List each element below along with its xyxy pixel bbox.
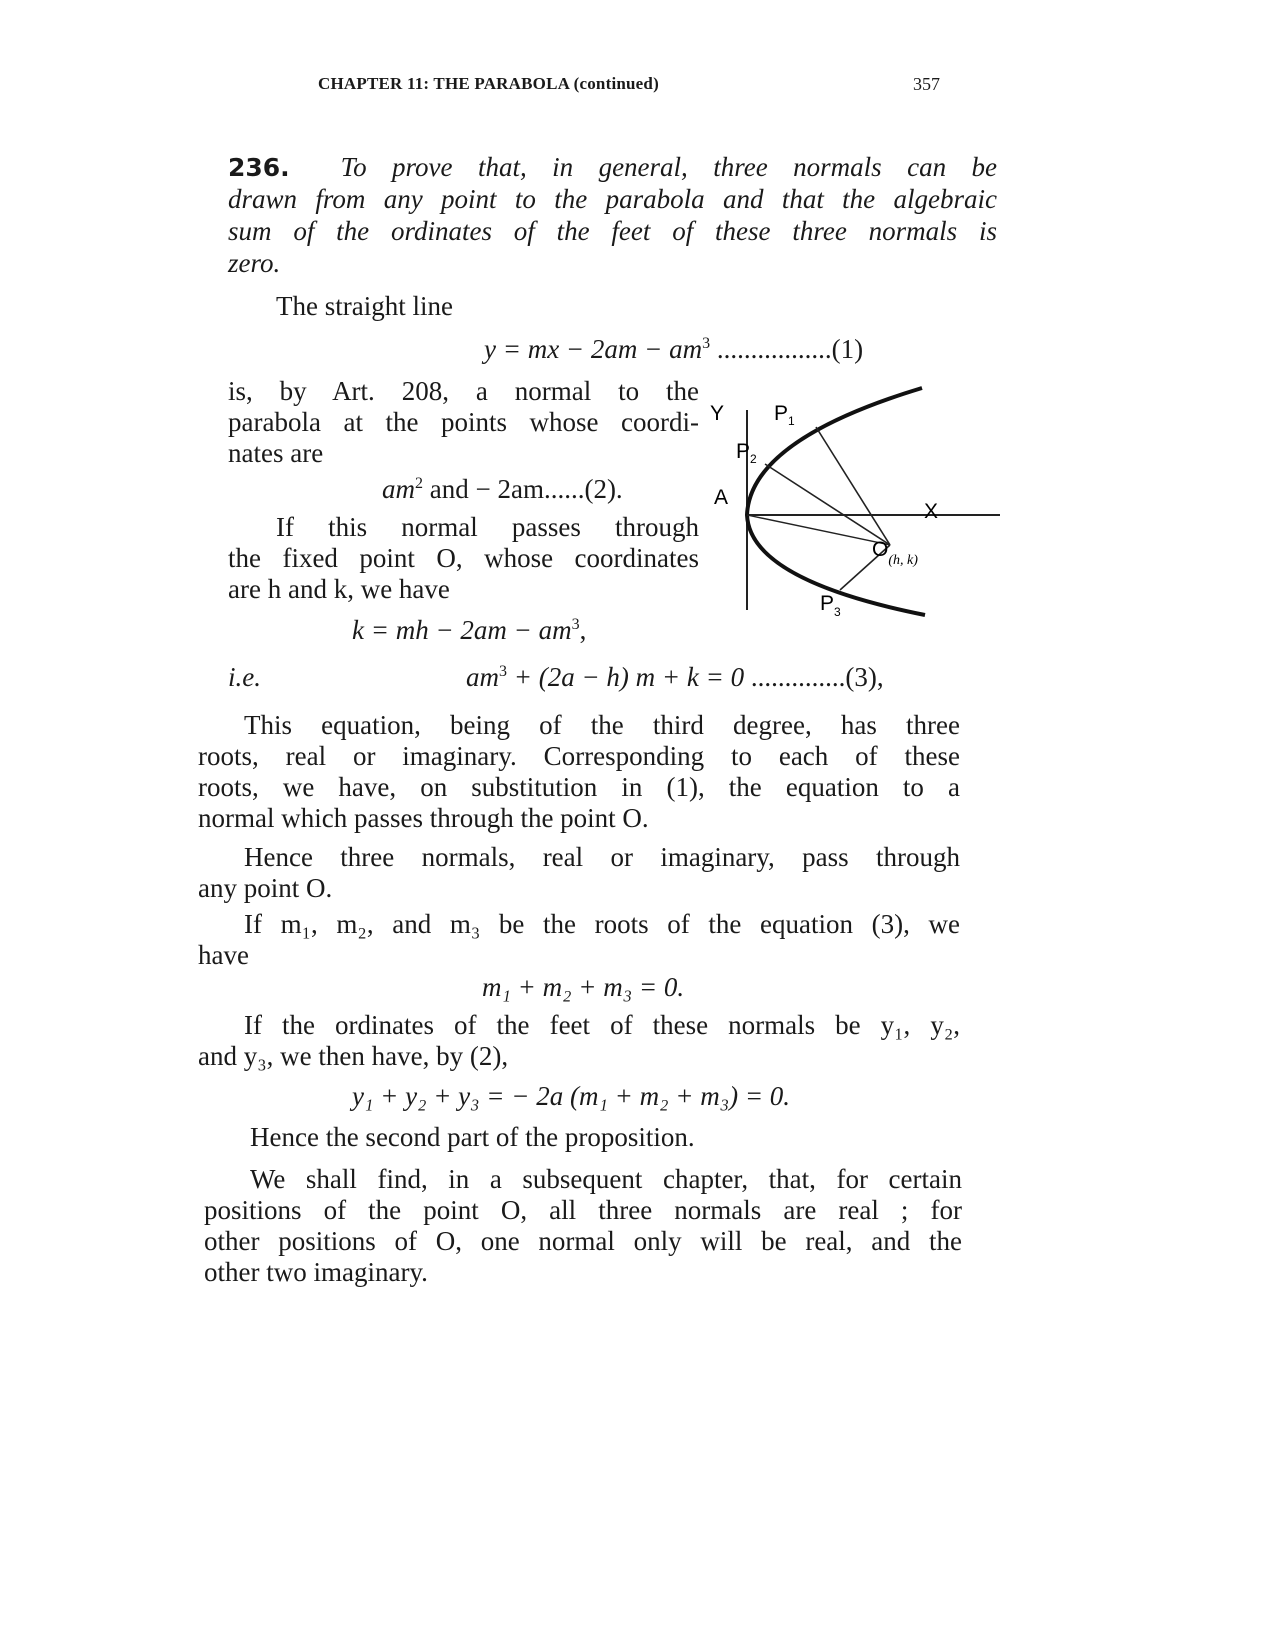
if-m-line-2: have — [198, 940, 249, 970]
eq2-exp: 2 — [415, 475, 423, 492]
eq1-rhs: = mx − 2am − am — [495, 334, 703, 364]
normal-text-line-2: parabola at the points whose coordi- — [228, 407, 699, 437]
eq3-exp: 3 — [499, 663, 507, 680]
ie-label: i.e. — [228, 662, 261, 692]
eq3-rest: + (2a − h) m + k = 0 — [507, 662, 745, 692]
eq1-lhs: y — [484, 334, 496, 364]
label-p1 — [774, 402, 795, 428]
eq3-dots: .............. — [744, 662, 846, 692]
eq1-exp: 3 — [702, 335, 711, 352]
article-statement-line-2: drawn from any point to the parabola and that the algebraic — [228, 184, 997, 214]
final-line-1: We shall find, in a subsequent chapter, that, for certain — [250, 1164, 962, 1194]
passes-text-line-2: the fixed point O, whose coordinates — [228, 543, 699, 573]
roots-line-1: This equation, being of the third degree, has three — [244, 710, 960, 740]
label-o-coords: (h, k) — [888, 553, 918, 568]
normal-text-line-1: is, by Art. 208, a normal to the — [228, 376, 699, 406]
eq2-dots: ...... — [543, 474, 585, 504]
label-x-axis: X — [924, 500, 939, 523]
hence-line-1: Hence three normals, real or imaginary, pass through — [244, 842, 960, 872]
chapter-title: CHAPTER 11: THE PARABOLA (continued) — [318, 74, 659, 93]
label-vertex-a: A — [714, 486, 729, 509]
label-p2-letter: P — [736, 440, 751, 463]
equation-m-sum: m₁ + m₂ + m₃ = 0. — [482, 972, 685, 1002]
final-line-4: other two imaginary. — [204, 1257, 428, 1287]
eq3-a: am — [466, 662, 499, 692]
if-y-line-2: and y₃, we then have, by (2), — [198, 1041, 509, 1071]
label-p3-letter: P — [820, 592, 835, 615]
label-y-axis: Y — [710, 402, 725, 425]
eq1-tag: (1) — [831, 334, 864, 364]
equation-1 — [484, 334, 863, 365]
if-m-line-1: If m₁, m₂, and m₃ be the roots of the equation (3), we — [244, 909, 960, 939]
article-statement-line-4: zero. — [228, 248, 281, 278]
eq1-dots: ................. — [710, 334, 832, 364]
passes-text-line-1: If this normal passes through — [276, 512, 699, 542]
label-p2-sub: 2 — [750, 452, 757, 466]
second-part-line: Hence the second part of the proposition. — [250, 1122, 695, 1152]
label-p3-sub: 3 — [834, 605, 841, 619]
final-line-2: positions of the point O, all three normals are real ; for — [204, 1195, 962, 1225]
article-number: 236. — [228, 153, 290, 182]
roots-line-4: normal which passes through the point O. — [198, 803, 649, 833]
label-p2 — [736, 440, 757, 466]
roots-line-3: roots, we have, on substitution in (1), the equation to a — [198, 772, 960, 802]
line-a-o — [747, 515, 890, 545]
roots-line-2: roots, real or imaginary. Corresponding to each of these — [198, 741, 960, 771]
final-line-3: other positions of O, one normal only will be real, and the — [204, 1226, 962, 1256]
label-p1-sub: 1 — [788, 414, 795, 428]
normal-text-line-3: nates are — [228, 438, 324, 468]
eqk-end: , — [579, 615, 587, 645]
normal-p2-o — [765, 464, 890, 545]
article-statement-line-3: sum of the ordinates of the feet of these three normals is — [228, 216, 997, 246]
hence-line-2: any point O. — [198, 873, 333, 903]
eq3-tag: (3), — [845, 662, 884, 692]
article-statement-line-1 — [228, 152, 997, 183]
eqk-text: k = mh − 2am − am — [352, 615, 572, 645]
eq2-tag: (2). — [584, 474, 623, 504]
equation-3 — [466, 662, 884, 693]
page-number: 357 — [913, 74, 940, 94]
parabola-normals-figure — [710, 370, 1010, 650]
statement-line-1-text: To prove that, in general, three normals can be — [340, 152, 997, 182]
if-y-line-1: If the ordinates of the feet of these normals be y₁, y₂, — [244, 1010, 960, 1040]
label-point-o — [872, 538, 918, 568]
eqk-exp: 3 — [571, 616, 580, 633]
equation-y-sum: y₁ + y₂ + y₃ = − 2a (m₁ + m₂ + m₃) = 0. — [352, 1081, 791, 1111]
straight-line-intro: The straight line — [276, 291, 453, 321]
label-o-letter: O — [872, 538, 889, 561]
label-p1-letter: P — [774, 402, 789, 425]
normal-p1-o — [816, 427, 890, 545]
eq2-a: am — [382, 474, 415, 504]
equation-k — [352, 615, 586, 646]
equation-2 — [382, 474, 623, 505]
label-p3 — [820, 592, 841, 619]
passes-text-line-3: are h and k, we have — [228, 574, 450, 604]
eq2-mid: and − 2am — [423, 474, 544, 504]
running-header — [0, 70, 1275, 100]
